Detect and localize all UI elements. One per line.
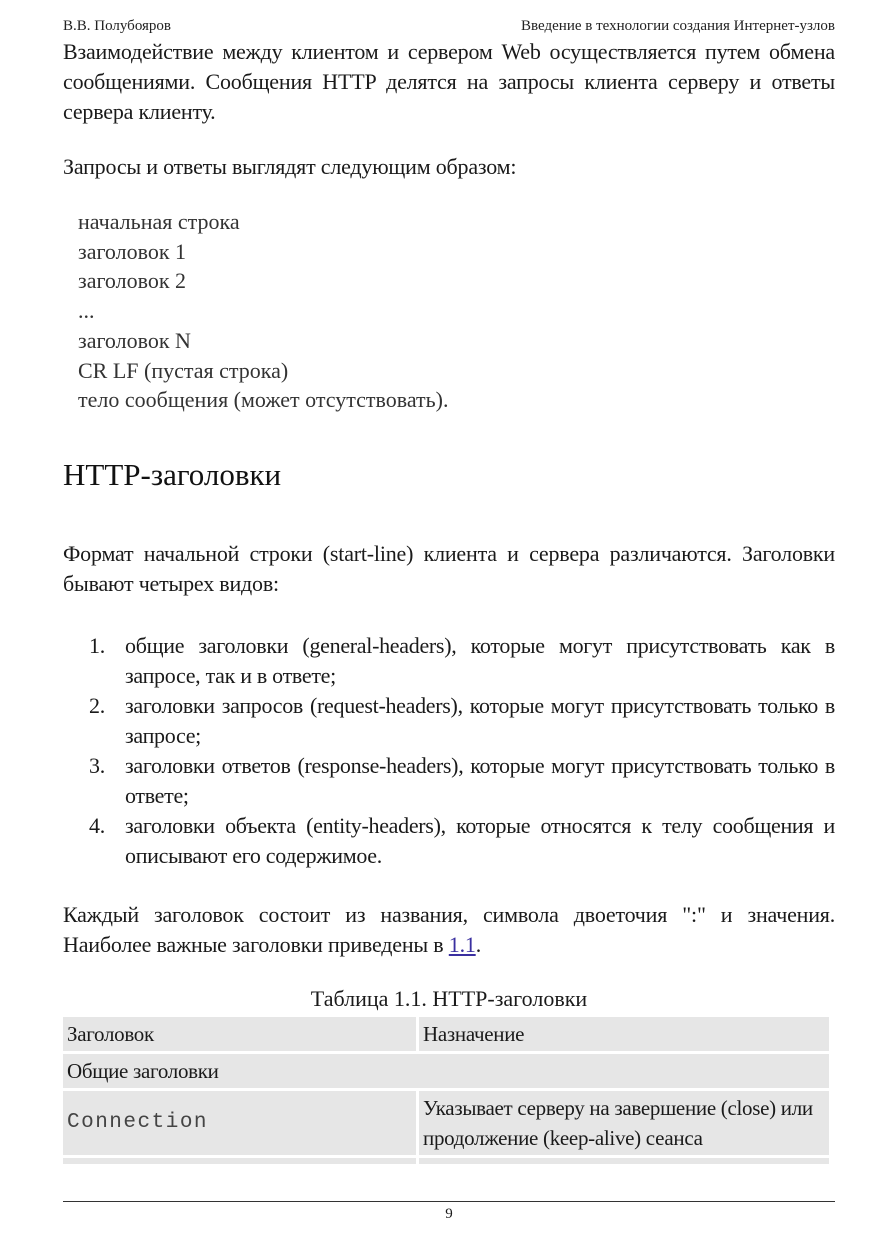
format-line: заголовок 2 <box>78 268 187 294</box>
table-header-row <box>63 1017 829 1051</box>
list-item-text: общие заголовки (general-headers), которые могут присутствовать как в запросе, так и в ответе; <box>125 633 835 688</box>
header-purpose-cell: Указывает серверу на завершение (close) или продолжение (keep-alive) сеанса <box>419 1091 829 1155</box>
list-item-text: заголовки объекта (entity-headers), которые относятся к телу сообщения и описывают его содержимое. <box>125 813 835 868</box>
list-number: 2. <box>89 693 105 718</box>
format-line: заголовок 1 <box>78 238 187 264</box>
format-line: начальная строка <box>78 209 240 234</box>
format-lead-paragraph: Запросы и ответы выглядят следующим образом: <box>63 154 517 179</box>
table-caption: Таблица 1.1. HTTP-заголовки <box>310 986 588 1011</box>
each-header-text: Каждый заголовок состоит из названия, символа двоеточия ":" и значения. Наиболее важные заголовки приведены в <box>63 902 835 957</box>
list-item <box>63 631 835 691</box>
list-item <box>63 751 835 811</box>
list-item <box>63 811 835 871</box>
http-headers-table <box>60 1014 832 1167</box>
intro-paragraph: Взаимодействие между клиентом и сервером Web осуществляется путем обмена сообщениями. Сообщения HTTP делятся на запросы клиента серверу и ответы сервера клиенту. <box>63 39 835 124</box>
header-kinds-list <box>63 631 835 871</box>
list-number: 4. <box>89 813 105 838</box>
table-reference-link[interactable]: 1.1 <box>448 932 476 957</box>
header-title: Введение в технологии создания Интернет-узлов <box>521 18 835 34</box>
empty-cell <box>419 1158 829 1164</box>
empty-cell <box>63 1158 416 1164</box>
running-header <box>63 17 835 35</box>
format-line: ... <box>78 298 95 324</box>
format-line: заголовок N <box>78 327 191 353</box>
message-format-block <box>78 207 818 415</box>
table-row <box>63 1091 829 1155</box>
page-number: 9 <box>445 1206 453 1222</box>
header-author: В.В. Полубояров <box>63 18 172 34</box>
group-label: Общие заголовки <box>63 1054 829 1088</box>
each-header-tail: . <box>475 932 481 957</box>
start-line-paragraph: Формат начальной строки (start-line) клиента и сервера различаются. Заголовки бывают четырех видов: <box>63 541 835 596</box>
list-number: 1. <box>89 633 105 658</box>
list-item <box>63 691 835 751</box>
format-line: CR LF (пустая строка) <box>78 357 289 383</box>
list-item-text: заголовки запросов (request-headers), которые могут присутствовать только в запросе; <box>125 693 835 748</box>
list-item-text: заголовки ответов (response-headers), которые могут присутствовать только в ответе; <box>125 753 835 808</box>
column-header-name: Заголовок <box>63 1017 416 1051</box>
table-row-partial <box>63 1158 829 1164</box>
footer-rule <box>63 1201 835 1202</box>
table-group-row <box>63 1054 829 1088</box>
each-header-paragraph <box>63 900 835 960</box>
format-line: тело сообщения (может отсутствовать). <box>78 387 449 413</box>
column-header-purpose: Назначение <box>419 1017 829 1051</box>
list-number: 3. <box>89 753 105 778</box>
document-page <box>63 0 835 1241</box>
section-title: HTTP-заголовки <box>63 457 282 492</box>
header-name-cell: Connection <box>63 1091 416 1155</box>
